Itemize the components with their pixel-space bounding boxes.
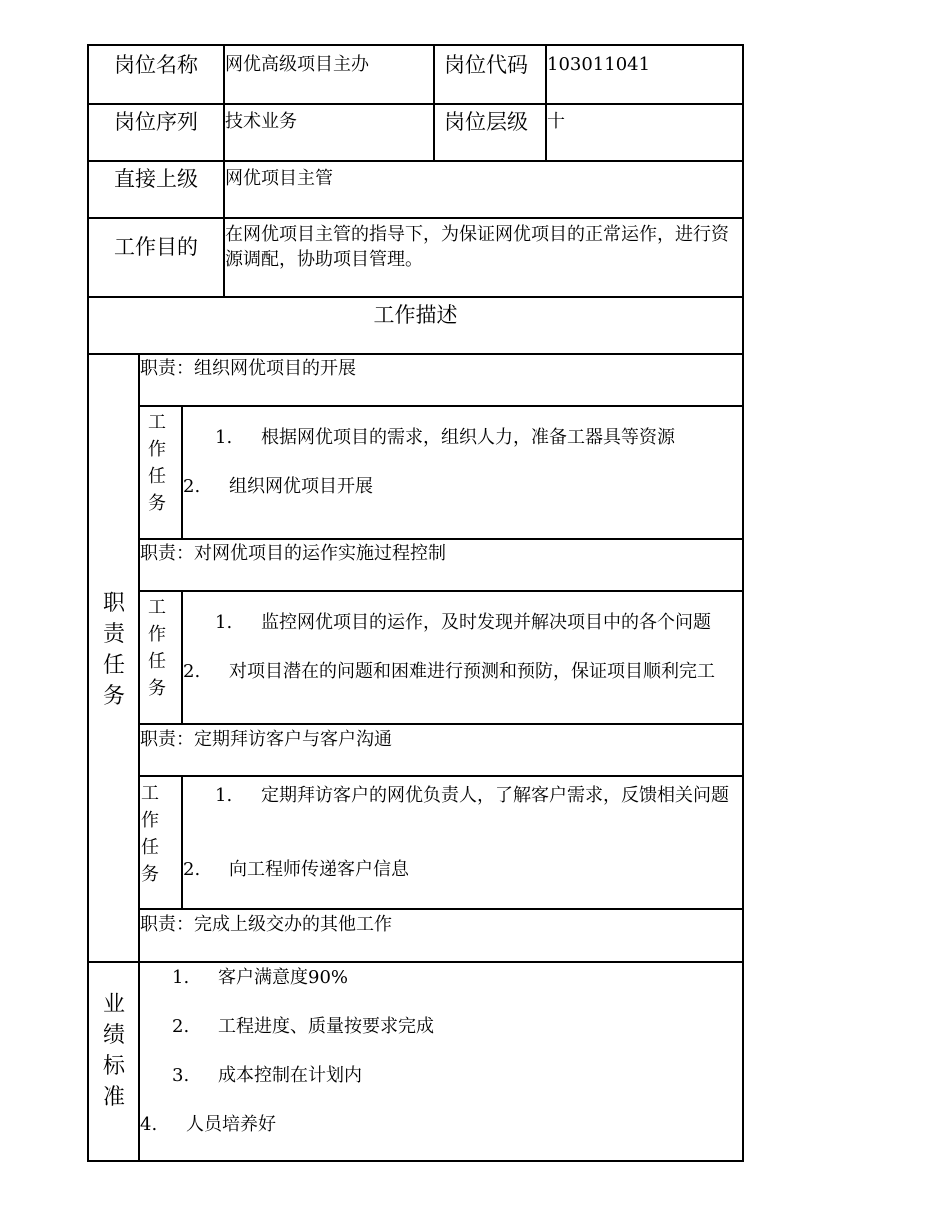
performance-number: 2. <box>172 1016 190 1037</box>
performance-item <box>172 966 348 990</box>
side-label-char: 任 <box>102 653 125 678</box>
supervisor-label: 直接上级 <box>114 167 198 191</box>
col-divider <box>138 353 140 1162</box>
task-col-divider <box>181 405 183 540</box>
purpose-value: 在网优项目主管的指导下，为保证网优项目的正常运作，进行资源调配，协助项目管理。 <box>225 224 729 270</box>
side-label-char: 准 <box>102 1085 125 1110</box>
duty-divider <box>138 908 744 910</box>
task-label-char: 工 <box>148 597 166 618</box>
duty-title: 职责：对网优项目的运作实施过程控制 <box>140 543 446 564</box>
side-label-char: 责 <box>102 622 125 647</box>
task-label-char: 务 <box>148 493 166 514</box>
duty-divider <box>138 590 744 592</box>
section-title-work-description: 工作描述 <box>373 303 458 327</box>
task-label-char: 任 <box>141 837 159 858</box>
task-text: 定期拜访客户的网优负责人，了解客户需求，反馈相关问题 <box>261 785 729 806</box>
row-divider <box>87 296 744 298</box>
supervisor-value: 网优项目主管 <box>225 168 333 189</box>
duty-divider <box>138 775 744 777</box>
task-label-char: 作 <box>148 439 166 460</box>
row-divider <box>87 217 744 219</box>
side-label-char: 职 <box>102 591 125 616</box>
task-number: 2. <box>183 859 201 880</box>
duty-title: 职责：组织网优项目的开展 <box>140 358 356 379</box>
performance-text: 工程进度、质量按要求完成 <box>218 1016 434 1037</box>
row-divider <box>87 353 744 355</box>
task-number: 2. <box>183 476 201 497</box>
side-label-char: 标 <box>102 1054 125 1079</box>
task-label-char: 作 <box>141 810 159 831</box>
side-label-char: 务 <box>102 684 125 709</box>
side-label-char: 业 <box>102 992 125 1017</box>
task-col-divider <box>181 590 183 725</box>
task-label-char: 任 <box>148 651 166 672</box>
task-item <box>215 784 735 808</box>
performance-number: 3. <box>172 1065 190 1086</box>
duty-divider <box>138 538 744 540</box>
task-number: 2. <box>183 661 201 682</box>
performance-text: 人员培养好 <box>186 1114 276 1135</box>
task-item <box>215 426 675 450</box>
task-text: 向工程师传递客户信息 <box>229 859 409 880</box>
task-item <box>183 858 409 882</box>
performance-text: 客户满意度90% <box>218 967 349 988</box>
post-code-label: 岗位代码 <box>444 53 528 77</box>
duty-divider <box>138 723 744 725</box>
task-item <box>183 660 715 684</box>
task-label-char: 务 <box>141 864 159 885</box>
col-divider <box>433 44 435 162</box>
task-number: 1. <box>215 785 233 806</box>
task-text: 根据网优项目的需求，组织人力，准备工器具等资源 <box>261 427 675 448</box>
task-number: 1. <box>215 427 233 448</box>
table-border-right <box>742 44 744 1162</box>
purpose-label: 工作目的 <box>114 235 198 259</box>
performance-number: 4. <box>140 1114 158 1135</box>
performance-number: 1. <box>172 967 190 988</box>
performance-item <box>172 1064 362 1088</box>
task-label-char: 务 <box>148 678 166 699</box>
section-divider <box>87 961 744 963</box>
task-label-char: 任 <box>148 466 166 487</box>
post-name-label: 岗位名称 <box>114 53 198 77</box>
duty-title: 职责：完成上级交办的其他工作 <box>140 914 392 935</box>
row-divider <box>87 160 744 162</box>
task-number: 1. <box>215 612 233 633</box>
row-divider <box>87 103 744 105</box>
table-border-top <box>87 44 744 46</box>
task-text: 对项目潜在的问题和困难进行预测和预防，保证项目顺利完工 <box>229 661 715 682</box>
task-label-char: 工 <box>141 783 159 804</box>
table-border-bottom <box>87 1160 744 1162</box>
post-level-label: 岗位层级 <box>444 110 528 134</box>
task-label-char: 作 <box>148 624 166 645</box>
performance-text: 成本控制在计划内 <box>218 1065 362 1086</box>
post-name-value: 网优高级项目主办 <box>225 54 369 75</box>
duty-title: 职责：定期拜访客户与客户沟通 <box>140 729 392 750</box>
task-text: 组织网优项目开展 <box>229 476 373 497</box>
performance-item <box>140 1113 276 1137</box>
side-label-char: 绩 <box>102 1023 125 1048</box>
post-code-value: 103011041 <box>547 54 651 75</box>
task-item <box>215 611 711 635</box>
task-col-divider <box>181 775 183 910</box>
post-series-value: 技术业务 <box>225 111 297 132</box>
post-series-label: 岗位序列 <box>114 110 198 134</box>
post-level-value: 十 <box>547 111 565 132</box>
task-item <box>183 475 373 499</box>
table-border-left <box>87 44 89 1162</box>
duty-divider <box>138 405 744 407</box>
performance-item <box>172 1015 434 1039</box>
task-label-char: 工 <box>148 412 166 433</box>
task-text: 监控网优项目的运作，及时发现并解决项目中的各个问题 <box>261 612 711 633</box>
